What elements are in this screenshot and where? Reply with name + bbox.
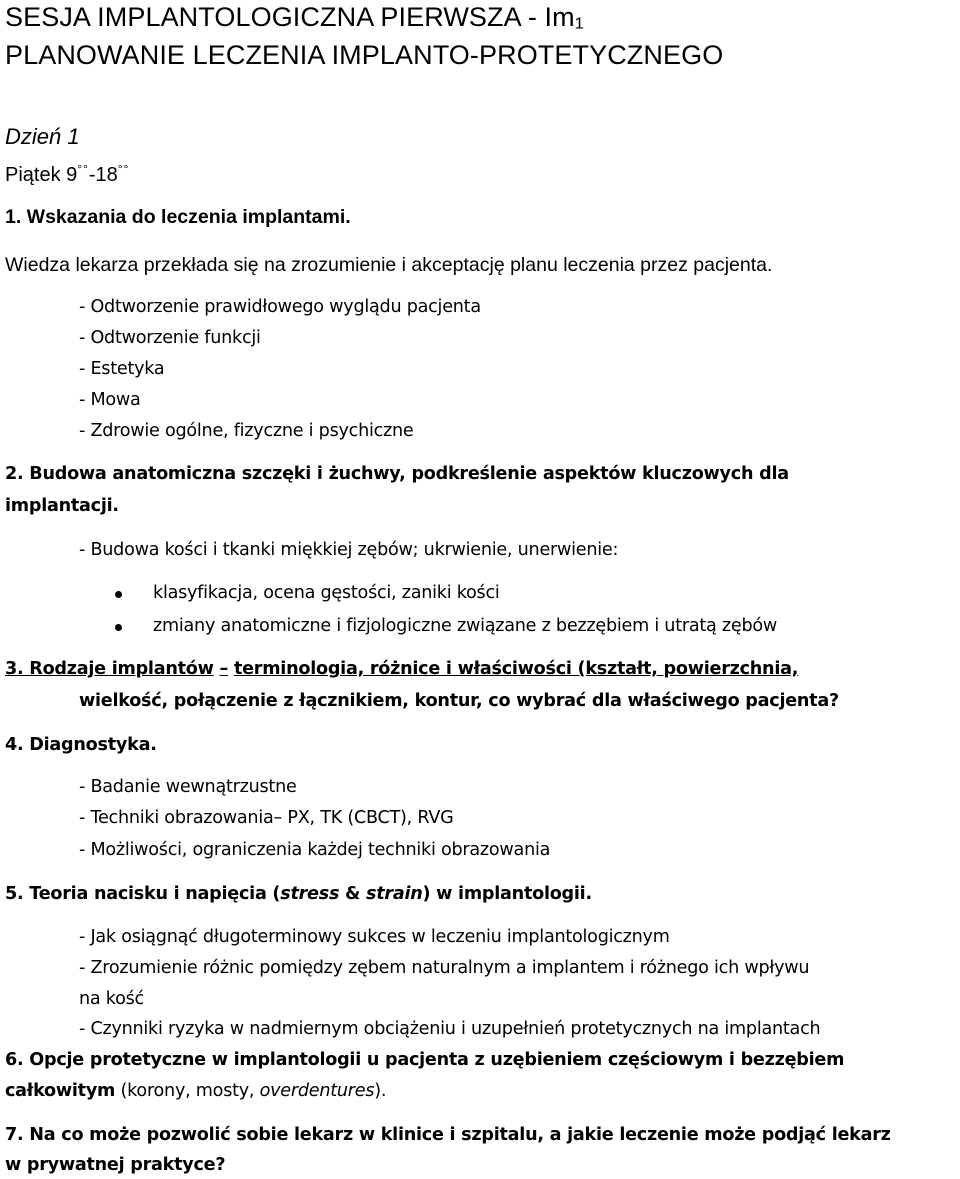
section-1-item: - Mowa	[79, 390, 141, 410]
section-1-item: - Odtworzenie funkcji	[79, 328, 261, 348]
day-label: Dzień 1	[5, 124, 80, 149]
section-2-bullet: klasyfikacja, ocena gęstości, zaniki kości	[153, 583, 500, 603]
time-superscript-1: °°	[77, 162, 89, 176]
section-4-item: - Możliwości, ograniczenia każdej techniki obrazowania	[79, 840, 551, 860]
section-6-italic: overdentures	[259, 1081, 375, 1101]
time-prefix: Piątek 9	[5, 164, 78, 186]
section-5-heading	[5, 884, 592, 904]
section-4-heading: 4. Diagnostyka.	[5, 735, 157, 755]
section-5-item: na kość	[79, 989, 144, 1009]
section-7-heading-line-2: w prywatnej praktyce?	[5, 1155, 226, 1175]
section-1-item: - Estetyka	[79, 359, 165, 379]
section-2-item: - Budowa kości i tkanki miękkiej zębów; ukrwienie, unerwienie:	[79, 540, 619, 560]
section-5-heading-amp: &	[339, 884, 367, 904]
section-5-heading-pre: 5. Teoria nacisku i napięcia (	[5, 884, 281, 904]
time-mid: -18	[88, 164, 118, 186]
bullet-icon	[115, 624, 122, 631]
section-7-heading-line-1: 7. Na co może pozwolić sobie lekarz w klinice i szpitalu, a jakie leczenie może podjąć lekarz	[5, 1125, 891, 1145]
section-2-bullet: zmiany anatomiczne i fizjologiczne związane z bezzębiem i utratą zębów	[153, 616, 778, 636]
title-line-1: SESJA IMPLANTOLOGICZNA PIERWSZA - Im₁	[5, 2, 584, 32]
section-6-heading-line-1: 6. Opcje protetyczne w implantologii u pacjenta z uzębieniem częściowym i bezzębiem	[5, 1050, 845, 1070]
section-5-heading-stress: stress	[280, 884, 340, 904]
section-6-heading-line-2	[5, 1081, 386, 1101]
section-1-item: - Zdrowie ogólne, fizyczne i psychiczne	[79, 421, 414, 441]
bullet-icon	[115, 591, 122, 598]
section-3-heading-line-2: wielkość, połączenie z łącznikiem, kontur, co wybrać dla właściwego pacjenta?	[79, 691, 839, 711]
section-6-post: ).	[374, 1081, 387, 1101]
section-6-pre: (korony, mosty,	[115, 1081, 260, 1101]
section-5-heading-post: ) w implantologii.	[422, 884, 592, 904]
section-5-item: - Czynniki ryzyka w nadmiernym obciążeniu i uzupełnień protetycznych na implantach	[79, 1019, 821, 1039]
section-6-bold: całkowitym	[5, 1081, 116, 1101]
section-4-item: - Techniki obrazowania– PX, TK (CBCT), RVG	[79, 808, 454, 828]
section-3-heading-rest: terminologia, różnice i właściwości (kształt, powierzchnia,	[233, 659, 799, 679]
section-3-heading-num: 3. Rodzaje implantów	[5, 659, 214, 679]
section-2-heading-line-2: implantacji.	[5, 496, 119, 516]
section-5-item: - Jak osiągnąć długoterminowy sukces w leczeniu implantologicznym	[79, 927, 670, 947]
time-superscript-2: °°	[117, 162, 130, 176]
section-3-heading-dash: –	[219, 659, 229, 679]
section-5-item: - Zrozumienie różnic pomiędzy zębem naturalnym a implantem i różnego ich wpływu	[79, 958, 810, 978]
day-time	[5, 163, 129, 187]
section-1-item: - Odtworzenie prawidłowego wyglądu pacjenta	[79, 297, 481, 317]
title-line-2: PLANOWANIE LECZENIA IMPLANTO-PROTETYCZNEGO	[5, 40, 724, 70]
section-4-item: - Badanie wewnątrzustne	[79, 777, 297, 797]
section-5-heading-strain: strain	[366, 884, 423, 904]
section-2-heading-line-1: 2. Budowa anatomiczna szczęki i żuchwy, podkreślenie aspektów kluczowych dla	[5, 464, 789, 484]
section-1-intro: Wiedza lekarza przekłada się na zrozumienie i akceptację planu leczenia przez pacjenta.	[5, 254, 773, 276]
section-3-heading-line-1	[5, 659, 798, 679]
section-1-heading: 1. Wskazania do leczenia implantami.	[5, 206, 351, 228]
